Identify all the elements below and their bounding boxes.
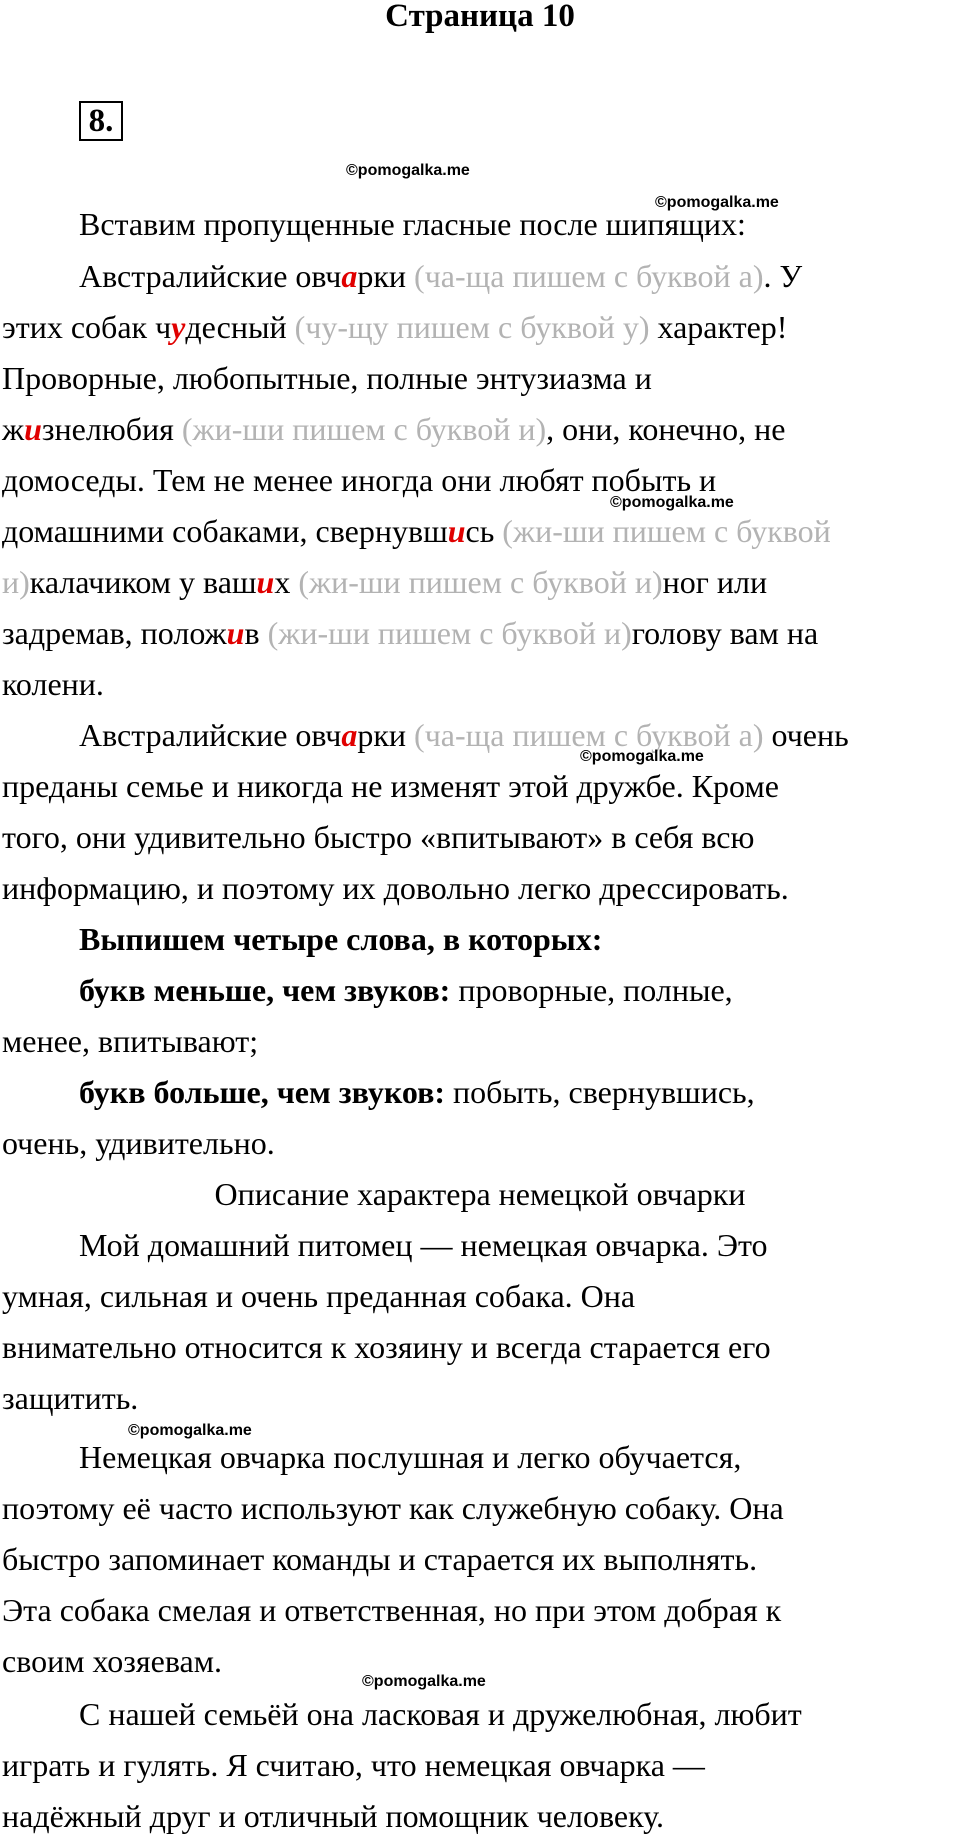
rule-hint: (ча-ща пишем с буквой а) bbox=[414, 258, 764, 294]
text-line: Немецкая овчарка послушная и легко обучается, bbox=[79, 1439, 742, 1475]
inserted-vowel: и bbox=[226, 615, 245, 651]
text-line: букв меньше, чем звуков: проворные, полные, bbox=[79, 972, 733, 1008]
inserted-vowel: а bbox=[341, 717, 358, 753]
intro-line: Вставим пропущенные гласные после шипящих: bbox=[79, 206, 746, 242]
text-line: играть и гулять. Я считаю, что немецкая овчарка — bbox=[2, 1747, 705, 1783]
inserted-vowel: и bbox=[447, 513, 466, 549]
watermark: ©pomogalka.me bbox=[655, 194, 779, 211]
text-line: внимательно относится к хозяину и всегда старается его bbox=[2, 1329, 771, 1365]
watermark: ©pomogalka.me bbox=[346, 162, 470, 179]
text-line: того, они удивительно быстро «впитывают» в себя всю bbox=[2, 819, 755, 855]
text-line: задремав, положив (жи-ши пишем с буквой и)голову вам на bbox=[2, 615, 819, 651]
page-title: Страница 10 bbox=[385, 0, 575, 34]
rule-hint: (жи-ши пишем с буквой и) bbox=[298, 564, 663, 600]
watermark: ©pomogalka.me bbox=[362, 1673, 486, 1690]
inserted-vowel: у bbox=[171, 309, 186, 345]
text-line: Австралийские овчарки (ча-ща пишем с буквой а). У bbox=[79, 258, 803, 294]
text-line: колени. bbox=[2, 666, 104, 702]
text-line: информацию, и поэтому их довольно легко дрессировать. bbox=[2, 870, 789, 906]
text-line: быстро запоминает команды и старается их выполнять. bbox=[2, 1541, 758, 1577]
text-line: Эта собака смелая и ответственная, но при этом добрая к bbox=[2, 1592, 782, 1628]
text-line: домашними собаками, свернувшись (жи-ши пишем с буквой bbox=[2, 513, 831, 549]
text-line: Проворные, любопытные, полные энтузиазма и bbox=[2, 360, 652, 396]
fewer-letters-label: букв меньше, чем звуков: bbox=[79, 972, 451, 1008]
text-line: домоседы. Тем не менее иногда они любят побыть и bbox=[2, 462, 717, 498]
text-line: Австралийские овчарки (ча-ща пишем с буквой а) очень bbox=[79, 717, 849, 753]
text-line: этих собак чудесный (чу-щу пишем с буквой у) характер! bbox=[2, 309, 788, 345]
rule-hint: и) bbox=[2, 564, 30, 600]
watermark: ©pomogalka.me bbox=[610, 494, 734, 511]
text-line: менее, впитывают; bbox=[2, 1023, 259, 1059]
text-line: Мой домашний питомец — немецкая овчарка. Это bbox=[79, 1227, 768, 1263]
text-line: своим хозяевам. bbox=[2, 1643, 222, 1679]
rule-hint: (чу-щу пишем с буквой у) bbox=[294, 309, 650, 345]
more-letters-label: букв больше, чем звуков: bbox=[79, 1074, 445, 1110]
text-line: очень, удивительно. bbox=[2, 1125, 275, 1161]
text-line: букв больше, чем звуков: побыть, свернувшись, bbox=[79, 1074, 755, 1110]
rule-hint: (жи-ши пишем с буквой и) bbox=[181, 411, 547, 447]
text-line: надёжный друг и отличный помощник человеку. bbox=[2, 1798, 664, 1834]
watermark: ©pomogalka.me bbox=[128, 1422, 252, 1439]
text-line: и)калачиком у ваших (жи-ши пишем с буквой и)ног или bbox=[2, 564, 768, 600]
rule-hint: (жи-ши пишем с буквой bbox=[502, 513, 831, 549]
inserted-vowel: и bbox=[256, 564, 275, 600]
inserted-vowel: а bbox=[341, 258, 358, 294]
text-line: жизнелюбия (жи-ши пишем с буквой и), они, конечно, не bbox=[2, 411, 786, 447]
essay-title: Описание характера немецкой овчарки bbox=[214, 1176, 746, 1212]
text-line: преданы семье и никогда не изменят этой дружбе. Кроме bbox=[2, 768, 779, 804]
watermark: ©pomogalka.me bbox=[580, 748, 704, 765]
text-line: защитить. bbox=[2, 1380, 139, 1416]
inserted-vowel: и bbox=[24, 411, 42, 447]
text-line: умная, сильная и очень преданная собака. Она bbox=[2, 1278, 636, 1314]
text-line: поэтому её часто используют как служебную собаку. Она bbox=[2, 1490, 784, 1526]
task-number-box: 8. bbox=[79, 101, 123, 141]
section-heading: Выпишем четыре слова, в которых: bbox=[79, 921, 603, 957]
rule-hint: (ча-ща пишем с буквой а) bbox=[414, 717, 764, 753]
rule-hint: (жи-ши пишем с буквой и) bbox=[267, 615, 632, 651]
text-line: С нашей семьёй она ласковая и дружелюбная, любит bbox=[79, 1696, 802, 1732]
